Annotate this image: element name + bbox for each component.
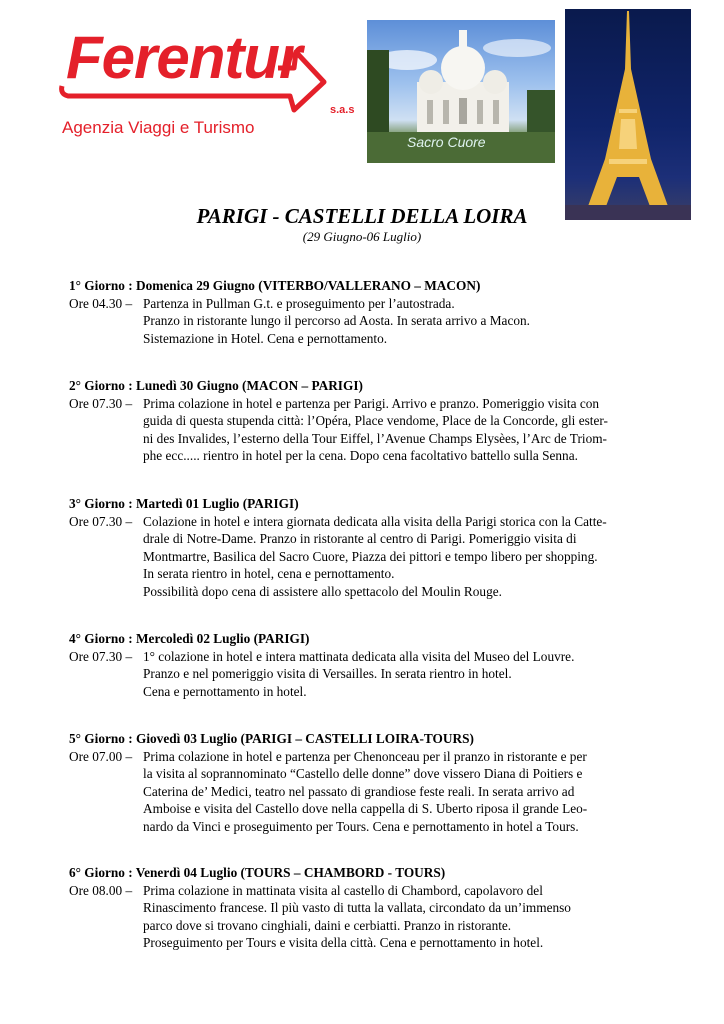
day-description xyxy=(143,882,669,952)
description-line: 1° colazione in hotel e intera mattinata dedicata alla visita del Museo del Louvre. xyxy=(143,648,575,664)
description-line: Sistemazione in Hotel. Cena e pernottamento. xyxy=(143,330,388,346)
day-description xyxy=(143,395,669,465)
day-description xyxy=(143,748,669,836)
day-description xyxy=(143,648,669,701)
description-line: Cena e pernottamento in hotel. xyxy=(143,683,307,699)
departure-time: Ore 07.30 – xyxy=(69,513,133,529)
logo-tagline: Agenzia Viaggi e Turismo xyxy=(62,118,255,137)
description-line: Rinascimento francese. Il più vasto di tutta la vallata, circondato da un’immenso xyxy=(143,900,571,915)
departure-time: Ore 07.30 – xyxy=(69,648,133,664)
logo-suffix: s.a.s xyxy=(330,104,355,116)
day-heading: 6° Giorno : Venerdì 04 Luglio (TOURS – CHAMBORD - TOURS) xyxy=(69,865,446,880)
description-line: Amboise e visita del Castello dove nella cappella di S. Uberto riposa il grande Leo- xyxy=(143,801,588,816)
description-line: phe ecc..... rientro in hotel per la cena. Dopo cena facoltativo battello sulla Senna. xyxy=(143,448,578,463)
sacre-coeur-photo xyxy=(367,20,555,163)
eiffel-tower-photo xyxy=(565,9,691,220)
description-line: guida di questa stupenda città: l’Opéra, Place vendome, Place de la Concorde, gli ester- xyxy=(143,413,608,428)
description-line: Partenza in Pullman G.t. e proseguimento per l’autostrada. xyxy=(143,295,455,311)
description-line: Pranzo e nel pomeriggio visita di Versailles. In serata rientro in hotel. xyxy=(143,666,512,681)
description-line: Proseguimento per Tours e visita della città. Cena e pernottamento in hotel. xyxy=(143,935,544,950)
day-heading: 4° Giorno : Mercoledì 02 Luglio (PARIGI) xyxy=(69,631,310,646)
day-3 xyxy=(69,495,669,600)
day-6 xyxy=(69,864,669,952)
description-line: nardo da Vinci e proseguimento per Tours. Cena e pernottamento in hotel a Tours. xyxy=(143,818,579,834)
description-line: Possibilità dopo cena di assistere allo spettacolo del Moulin Rouge. xyxy=(143,583,502,599)
day-heading: 3° Giorno : Martedì 01 Luglio (PARIGI) xyxy=(69,496,299,511)
day-heading: 2° Giorno : Lunedì 30 Giugno (MACON – PARIGI) xyxy=(69,378,363,393)
description-line: Prima colazione in mattinata visita al castello di Chambord, capolavoro del xyxy=(143,882,543,898)
description-line: Colazione in hotel e intera giornata dedicata alla visita della Parigi storica con la Catte- xyxy=(143,513,607,529)
description-line: In serata rientro in hotel, cena e pernottamento. xyxy=(143,566,395,581)
trip-dates: (29 Giugno-06 Luglio) xyxy=(302,229,422,244)
description-line: Caterina de’ Medici, teatro nel passato di grandiose feste reali. In serata arrivo ad xyxy=(143,783,575,799)
day-description xyxy=(143,295,669,348)
departure-time: Ore 04.30 – xyxy=(69,295,133,311)
description-line: Montmartre, Basilica del Sacro Cuore, Piazza dei pittori e tempo libero per shopping. xyxy=(143,548,598,564)
day-heading: 5° Giorno : Giovedì 03 Luglio (PARIGI – CASTELLI LOIRA-TOURS) xyxy=(69,731,474,746)
description-line: Pranzo in ristorante lungo il percorso ad Aosta. In serata arrivo a Macon. xyxy=(143,313,530,328)
logo-wordmark: Ferentur xyxy=(66,24,302,91)
departure-time: Ore 08.00 – xyxy=(69,882,133,898)
page-title: PARIGI - CASTELLI DELLA LOIRA xyxy=(196,204,528,228)
day-4 xyxy=(69,630,669,700)
description-line: drale di Notre-Dame. Pranzo in ristorante al centro di Parigi. Pomeriggio visita di xyxy=(143,531,577,546)
departure-time: Ore 07.30 – xyxy=(69,395,133,411)
description-line: Prima colazione in hotel e partenza per Chenonceau per il pranzo in ristorante e per xyxy=(143,748,587,764)
description-line: Prima colazione in hotel e partenza per Parigi. Arrivo e pranzo. Pomeriggio visita con xyxy=(143,395,600,411)
day-heading: 1° Giorno : Domenica 29 Giugno (VITERBO/VALLERANO – MACON) xyxy=(69,278,481,293)
eiffel-tower-illustration xyxy=(565,9,691,220)
departure-time: Ore 07.00 – xyxy=(69,748,133,764)
day-5 xyxy=(69,730,669,835)
day-description xyxy=(143,513,669,601)
description-line: la visita al soprannominato “Castello delle donne” dove vissero Diana di Poitiers e xyxy=(143,766,583,781)
photo-caption: Sacro Cuore xyxy=(407,134,486,150)
day-2 xyxy=(69,377,669,465)
description-line: ni des Invalides, l’esterno della Tour Eiffel, l’Avenue Champs Elysèes, l’Arc de Triom- xyxy=(143,430,607,446)
day-1 xyxy=(69,277,669,347)
company-logo xyxy=(58,24,358,142)
description-line: parco dove si trovano cinghiali, daini e cerbiatti. Pranzo in ristorante. xyxy=(143,917,512,933)
